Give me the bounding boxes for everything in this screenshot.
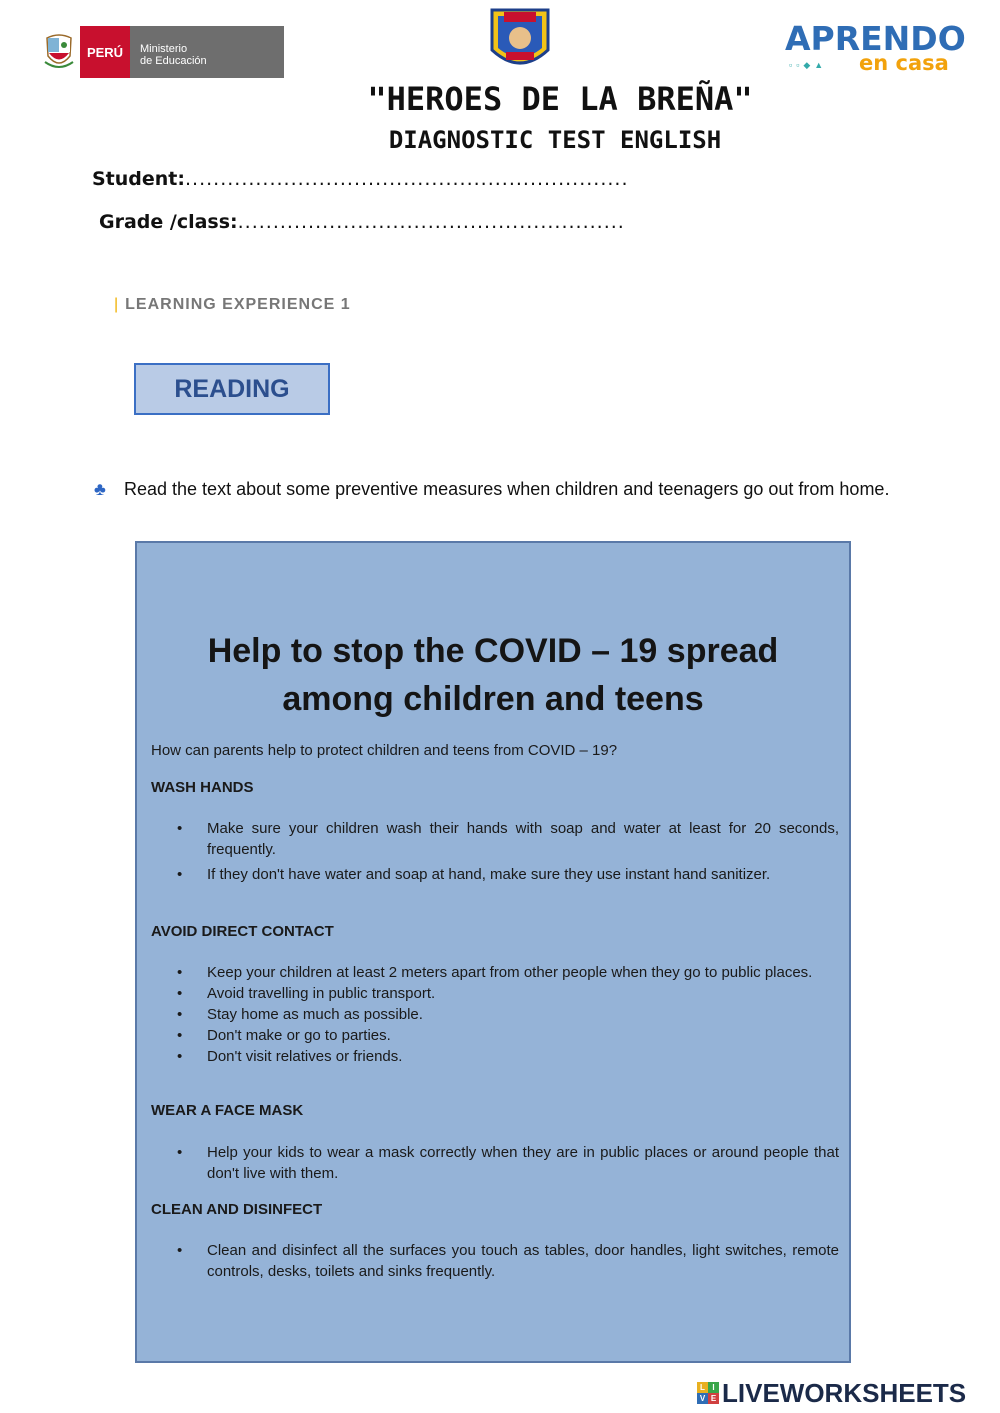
grade-blank[interactable]: ....................................................... — [237, 211, 625, 233]
logo-letter: I — [708, 1382, 719, 1393]
instruction — [94, 476, 934, 502]
ministry-line2: de Educación — [140, 55, 207, 67]
logo-letter: E — [708, 1393, 719, 1404]
student-label: Student: — [92, 168, 185, 190]
list-item: • Stay home as much as possible. — [177, 1004, 839, 1025]
decorative-shapes-icon: ▫▫◆▲ — [789, 60, 828, 70]
avoid-contact-list — [177, 962, 839, 1067]
list-item: • Avoid travelling in public transport. — [177, 983, 839, 1004]
club-bullet-icon: ♣ — [94, 479, 106, 499]
section-heading: CLEAN AND DISINFECT — [151, 1201, 323, 1218]
section-heading: WASH HANDS — [151, 779, 254, 796]
list-item: • If they don't have water and soap at hand, make sure they use instant hand sanitizer. — [177, 864, 839, 885]
grade-field[interactable] — [99, 211, 625, 233]
peru-label: PERÚ — [80, 26, 130, 78]
panel-title — [137, 627, 849, 723]
wash-hands-list — [177, 818, 839, 885]
liveworksheets-logo — [697, 1378, 966, 1408]
face-mask-list — [177, 1142, 839, 1184]
list-item: • Help your kids to wear a mask correctly when they are in public places or around people that don't live with them. — [177, 1142, 839, 1184]
learning-experience-heading — [114, 296, 351, 314]
liveworksheets-text: LIVEWORKSHEETS — [722, 1377, 967, 1408]
logo-letter: V — [697, 1393, 708, 1404]
list-item: • Keep your children at least 2 meters apart from other people when they go to public places. — [177, 962, 839, 983]
clean-disinfect-list — [177, 1240, 839, 1282]
list-item: • Don't make or go to parties. — [177, 1025, 839, 1046]
accent-bar-icon: | — [114, 296, 120, 313]
panel-title-line2: among children and teens — [282, 680, 704, 718]
list-item: • Don't visit relatives or friends. — [177, 1046, 839, 1067]
section-heading: AVOID DIRECT CONTACT — [151, 923, 334, 940]
learning-experience-label: LEARNING EXPERIENCE 1 — [125, 296, 351, 313]
ministry-name — [130, 26, 284, 78]
test-title: DIAGNOSTIC TEST ENGLISH — [388, 126, 722, 154]
aprendo-text: APRENDO — [785, 19, 966, 58]
liveworksheets-grid-icon — [697, 1382, 719, 1404]
aprendo-en-casa-logo — [785, 19, 966, 78]
ministry-line1: Ministerio — [140, 43, 188, 55]
reading-badge: READING — [134, 363, 330, 415]
list-item: • Make sure your children wash their hands with soap and water at least for 20 seconds, frequently. — [177, 818, 839, 860]
school-crest-icon — [488, 6, 552, 74]
en-casa-text: en casa — [859, 51, 949, 75]
section-heading: WEAR A FACE MASK — [151, 1102, 304, 1119]
school-name: "HEROES DE LA BREÑA" — [367, 80, 753, 118]
panel-title-line1: Help to stop the COVID – 19 spread — [207, 632, 779, 670]
instruction-text: Read the text about some preventive measures when children and teenagers go out from home. — [124, 479, 890, 499]
student-field[interactable] — [92, 168, 629, 190]
logo-letter: L — [697, 1382, 708, 1393]
list-item: • Clean and disinfect all the surfaces you touch as tables, door handles, light switches, remote controls, desks, toilets and sinks frequently. — [177, 1240, 839, 1282]
reading-panel — [135, 541, 851, 1363]
minedu-logo — [38, 26, 284, 78]
peru-coat-of-arms-icon — [38, 26, 80, 78]
student-blank[interactable]: ............................................................... — [185, 168, 629, 190]
grade-label: Grade /class: — [99, 211, 238, 233]
panel-question: How can parents help to protect children and teens from COVID – 19? — [151, 742, 618, 759]
